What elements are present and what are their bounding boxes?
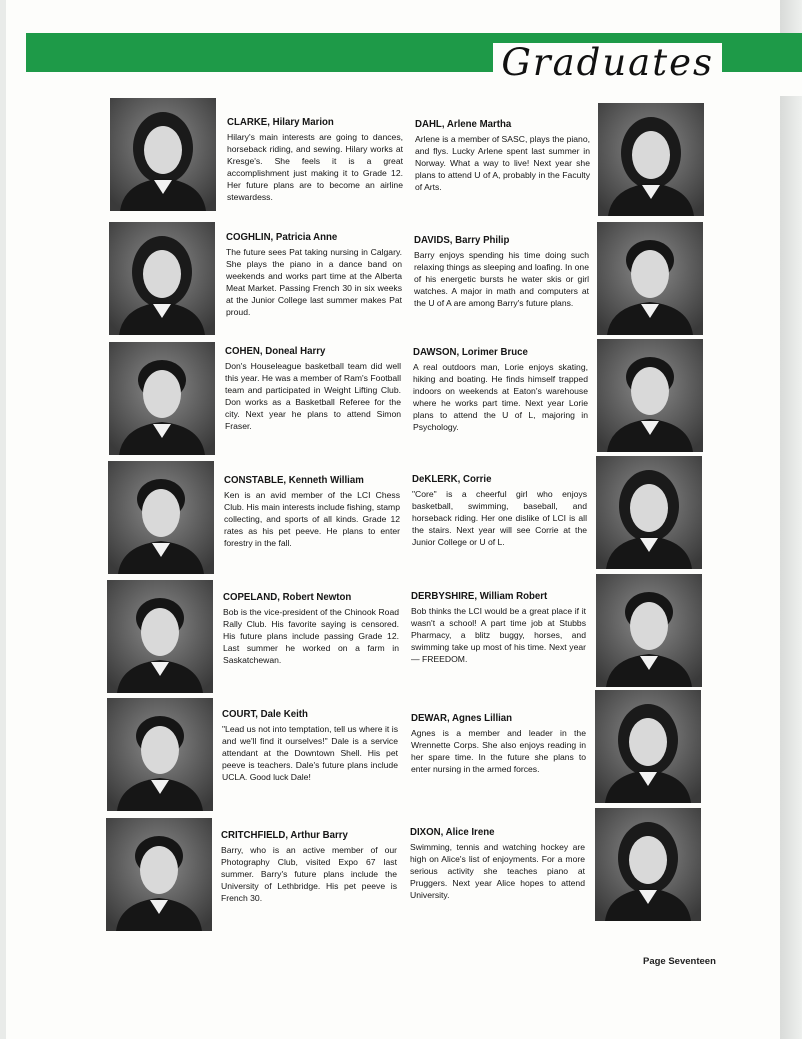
graduate-portrait (110, 98, 216, 211)
graduate-name: CLARKE, Hilary Marion (227, 116, 334, 128)
graduate-name: DERBYSHIRE, William Robert (411, 590, 548, 602)
graduate-name: COGHLIN, Patricia Anne (226, 231, 338, 243)
graduate-bio: Hilary's main interests are going to dances, horseback riding, and sewing. Hilary works at Kresge's. She feels it is a great accomplishment just making it to Grade 12. Her future plans are to become an airline stewardess. (227, 132, 403, 202)
graduate-name: CONSTABLE, Kenneth William (224, 474, 364, 486)
graduate-entry-derbyshire (411, 590, 586, 665)
graduate-portrait (595, 808, 701, 921)
graduate-bio: A real outdoors man, Lorie enjoys skating, hiking and boating. He finds himself trapped indoors on weekends at Eaton's warehouse where he works part time. Next year Lorie plans to attend the U of L, majoring in Psychology. (413, 362, 588, 432)
graduate-name: COURT, Dale Keith (222, 708, 308, 720)
graduate-entry-dixon (410, 826, 585, 901)
graduate-portrait (597, 222, 703, 335)
graduate-name: DAWSON, Lorimer Bruce (413, 346, 528, 358)
graduate-bio: "Core" is a cheerful girl who enjoys basketball, swimming, baseball, and horseback riding. Her one dislike of LCI is all the stairs. Next year will see Corrie at the Junior College or U of L. (412, 489, 587, 547)
graduate-bio: Agnes is a member and leader in the Wrennette Corps. She also enjoys reading in her spare time. In the future she plans to enter nursing in the armed forces. (411, 728, 586, 774)
graduate-portrait (106, 818, 212, 931)
graduate-entry-copeland (223, 591, 399, 666)
graduate-bio: Bob is the vice-president of the Chinook Road Rally Club. His favorite saying is censored. His future plans include passing Grade 12. Last summer he worked on a farm in Saskatchewan. (223, 607, 399, 665)
graduate-entry-court (222, 708, 398, 783)
graduate-entry-dawson (413, 346, 588, 433)
graduate-name: DIXON, Alice Irene (410, 826, 495, 838)
graduate-portrait (109, 342, 215, 455)
graduate-name: COPELAND, Robert Newton (223, 591, 352, 603)
graduate-bio: Arlene is a member of SASC, plays the piano, and flys. Lucky Arlene spent last summer in Norway. What a way to live! Next year she plans to attend U of A, probably in the Faculty of Arts. (415, 134, 590, 192)
page-title: Graduates (493, 43, 722, 83)
graduate-portrait (109, 222, 215, 335)
graduate-name: DAHL, Arlene Martha (415, 118, 512, 130)
graduate-name: CRITCHFIELD, Arthur Barry (221, 829, 348, 841)
graduate-bio: Don's Houseleague basketball team did well this year. He was a member of Ram's Football team and participated in Weight Lifting Club. Don works as a Basketball Referee for the city. Next year he plans to attend Simon Fraser. (225, 361, 401, 431)
graduate-portrait (596, 456, 702, 569)
graduate-portrait (107, 698, 213, 811)
graduate-name: COHEN, Doneal Harry (225, 345, 326, 357)
graduate-entry-dewar (411, 712, 586, 775)
graduate-entry-coghlin (226, 231, 402, 318)
graduate-portrait (108, 461, 214, 574)
graduate-name: DeKLERK, Corrie (412, 473, 492, 485)
page-edge-shadow (780, 0, 802, 1039)
page-number: Page Seventeen (643, 956, 716, 967)
section-banner (26, 33, 802, 96)
graduate-bio: Ken is an avid member of the LCI Chess Club. His main interests include fishing, stamp collecting, and sports of all kinds. Grade 12 rates as his pet peeve. He plans to enter forestry in the fall. (224, 490, 400, 548)
graduate-portrait (597, 339, 703, 452)
graduate-entry-cohen (225, 345, 401, 432)
graduate-entry-deklerk (412, 473, 587, 548)
graduate-entry-davids (414, 234, 589, 309)
graduate-entry-dahl (415, 118, 590, 193)
graduate-bio: The future sees Pat taking nursing in Calgary. She plays the piano in a dance band on weekends and works part time at the Alberta Meat Market. Passing French 30 in six weeks at the Junior College last summer makes Pat proud. (226, 247, 402, 317)
graduate-entry-constable (224, 474, 400, 549)
graduate-bio: Barry, who is an active member of our Photography Club, visited Expo 67 last summer. Barry's future plans include the University of Lethbridge. His pet peeve is French 30. (221, 845, 397, 903)
graduate-name: DEWAR, Agnes Lillian (411, 712, 513, 724)
graduate-name: DAVIDS, Barry Philip (414, 234, 510, 246)
graduate-portrait (107, 580, 213, 693)
graduate-portrait (595, 690, 701, 803)
graduate-bio: "Lead us not into temptation, tell us where it is and we'll find it ourselves!" Dale is a service attendant at the Downtown Shell. His pet peeve is teachers. Dale's future plans include UCLA. Good luck Dale! (222, 724, 398, 782)
graduate-bio: Bob thinks the LCI would be a great place if it wasn't a school! A part time job at Stubbs Pharmacy, a blitz buggy, horses, and swimming take up most of his time. Next year— FREEDOM. (411, 606, 586, 664)
graduate-entry-clarke (227, 116, 403, 203)
graduate-bio: Swimming, tennis and watching hockey are high on Alice's list of enjoyments. For a more serious activity she teaches piano at Pruggers. Next year Alice hopes to attend University. (410, 842, 585, 900)
graduate-bio: Barry enjoys spending his time doing such relaxing things as sleeping and loafing. In one of his energetic bursts he water skis or girl watches. A major in math and computers at the U of A are among Barry's future plans. (414, 250, 589, 308)
graduate-entry-critchfield (221, 829, 397, 904)
graduate-portrait (598, 103, 704, 216)
graduate-portrait (596, 574, 702, 687)
